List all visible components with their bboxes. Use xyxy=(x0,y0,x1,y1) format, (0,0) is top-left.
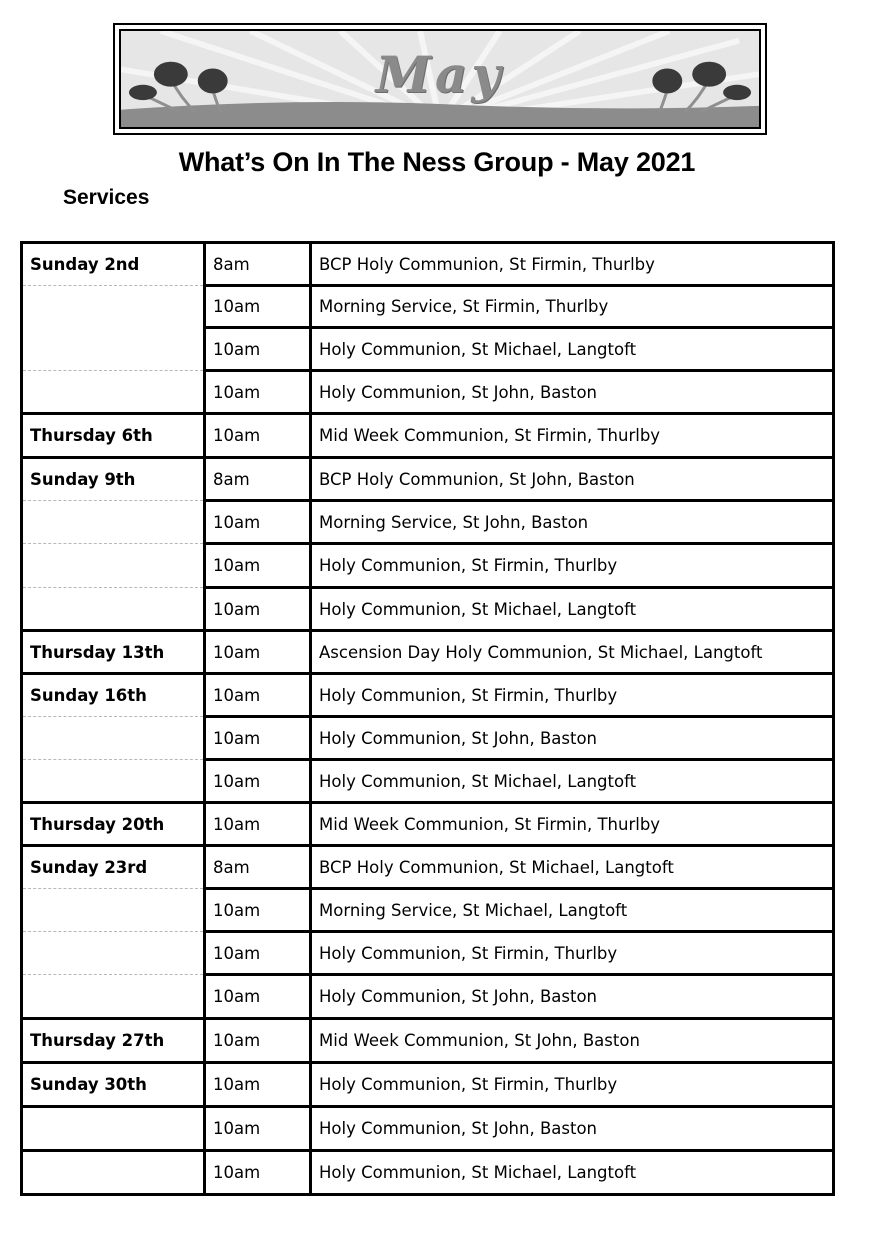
service-day: Thursday 20th xyxy=(22,803,205,846)
service-time: 10am xyxy=(205,1151,311,1195)
service-time: 10am xyxy=(205,1019,311,1063)
service-description: Mid Week Communion, St Firmin, Thurlby xyxy=(311,803,834,846)
service-time: 10am xyxy=(205,1063,311,1107)
service-description: Holy Communion, St John, Baston xyxy=(311,371,834,414)
service-row xyxy=(22,371,834,414)
service-row xyxy=(22,243,834,286)
service-description: Mid Week Communion, St John, Baston xyxy=(311,1019,834,1063)
service-time: 8am xyxy=(205,846,311,889)
service-day: Thursday 27th xyxy=(22,1019,205,1063)
service-row xyxy=(22,803,834,846)
service-time: 10am xyxy=(205,286,311,328)
service-description: BCP Holy Communion, St Firmin, Thurlby xyxy=(311,243,834,286)
banner-illustration xyxy=(119,29,761,129)
service-row xyxy=(22,501,834,544)
service-day xyxy=(22,717,205,760)
service-day xyxy=(22,1107,205,1151)
page-title: What’s On In The Ness Group - May 2021 xyxy=(178,147,696,177)
service-description: Holy Communion, St Michael, Langtoft xyxy=(311,760,834,803)
service-time: 10am xyxy=(205,631,311,674)
service-row xyxy=(22,544,834,588)
service-row xyxy=(22,1063,834,1107)
service-time: 10am xyxy=(205,760,311,803)
service-day xyxy=(22,328,205,371)
service-row xyxy=(22,286,834,328)
service-description: Holy Communion, St Michael, Langtoft xyxy=(311,588,834,631)
service-description: Holy Communion, St Firmin, Thurlby xyxy=(311,544,834,588)
service-row xyxy=(22,1151,834,1195)
service-time: 10am xyxy=(205,803,311,846)
services-table-body xyxy=(22,243,834,1195)
service-time: 10am xyxy=(205,717,311,760)
section-title: Services xyxy=(63,186,150,209)
service-day: Sunday 9th xyxy=(22,458,205,501)
banner-title: May xyxy=(375,45,505,104)
service-day xyxy=(22,975,205,1019)
service-time: 10am xyxy=(205,975,311,1019)
service-day xyxy=(22,286,205,328)
service-day xyxy=(22,760,205,803)
services-table xyxy=(20,241,835,1196)
service-day: Sunday 23rd xyxy=(22,846,205,889)
service-description: Holy Communion, St Michael, Langtoft xyxy=(311,1151,834,1195)
service-time: 10am xyxy=(205,501,311,544)
service-time: 10am xyxy=(205,889,311,932)
service-day xyxy=(22,588,205,631)
service-description: Holy Communion, St John, Baston xyxy=(311,975,834,1019)
service-time: 8am xyxy=(205,458,311,501)
service-row xyxy=(22,889,834,932)
service-description: Holy Communion, St John, Baston xyxy=(311,717,834,760)
service-description: Mid Week Communion, St Firmin, Thurlby xyxy=(311,414,834,458)
service-row xyxy=(22,1019,834,1063)
service-day xyxy=(22,932,205,975)
may-banner xyxy=(113,23,767,135)
service-description: Morning Service, St Michael, Langtoft xyxy=(311,889,834,932)
service-day xyxy=(22,889,205,932)
service-row xyxy=(22,674,834,717)
service-row xyxy=(22,760,834,803)
service-description: Holy Communion, St Firmin, Thurlby xyxy=(311,1063,834,1107)
service-day: Sunday 2nd xyxy=(22,243,205,286)
service-row xyxy=(22,458,834,501)
service-time: 10am xyxy=(205,674,311,717)
service-description: Ascension Day Holy Communion, St Michael, Langtoft xyxy=(311,631,834,674)
service-time: 10am xyxy=(205,371,311,414)
service-day xyxy=(22,544,205,588)
service-row xyxy=(22,588,834,631)
service-description: BCP Holy Communion, St John, Baston xyxy=(311,458,834,501)
service-day: Sunday 16th xyxy=(22,674,205,717)
service-row xyxy=(22,631,834,674)
service-row xyxy=(22,846,834,889)
service-day xyxy=(22,371,205,414)
service-description: Morning Service, St Firmin, Thurlby xyxy=(311,286,834,328)
service-description: Holy Communion, St Michael, Langtoft xyxy=(311,328,834,371)
service-row xyxy=(22,328,834,371)
service-description: Holy Communion, St Firmin, Thurlby xyxy=(311,674,834,717)
service-row xyxy=(22,1107,834,1151)
service-row xyxy=(22,975,834,1019)
service-day xyxy=(22,1151,205,1195)
service-time: 10am xyxy=(205,588,311,631)
service-time: 8am xyxy=(205,243,311,286)
service-description: BCP Holy Communion, St Michael, Langtoft xyxy=(311,846,834,889)
service-day: Thursday 6th xyxy=(22,414,205,458)
service-day xyxy=(22,501,205,544)
service-description: Holy Communion, St John, Baston xyxy=(311,1107,834,1151)
service-time: 10am xyxy=(205,328,311,371)
service-row xyxy=(22,414,834,458)
service-time: 10am xyxy=(205,544,311,588)
service-description: Holy Communion, St Firmin, Thurlby xyxy=(311,932,834,975)
service-time: 10am xyxy=(205,414,311,458)
service-description: Morning Service, St John, Baston xyxy=(311,501,834,544)
service-row xyxy=(22,717,834,760)
service-time: 10am xyxy=(205,1107,311,1151)
service-time: 10am xyxy=(205,932,311,975)
service-day: Thursday 13th xyxy=(22,631,205,674)
service-row xyxy=(22,932,834,975)
service-day: Sunday 30th xyxy=(22,1063,205,1107)
